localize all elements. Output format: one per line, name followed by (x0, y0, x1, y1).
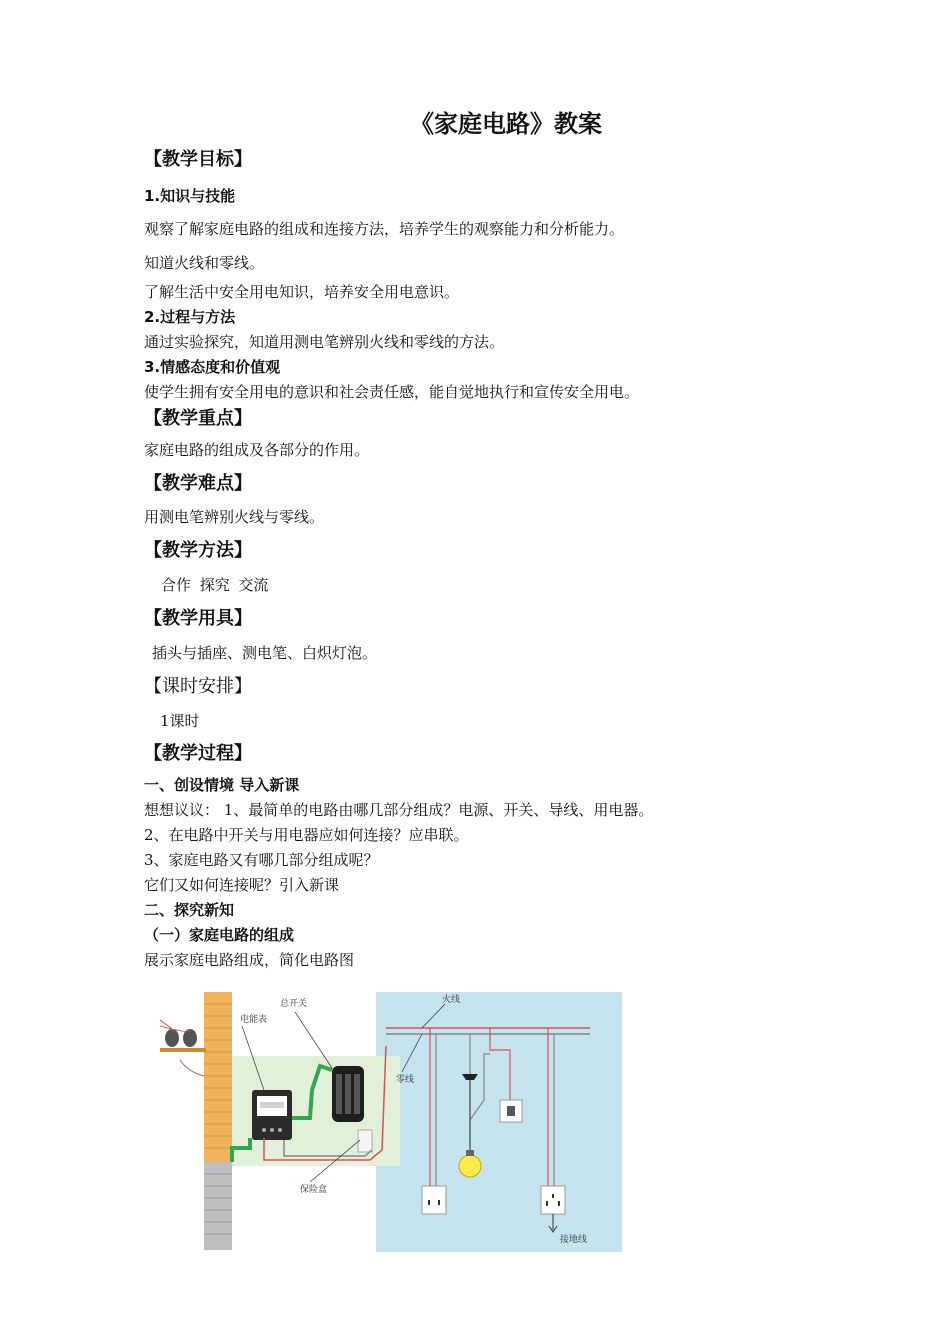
electric-meter-icon (252, 1090, 292, 1140)
section2-heading: 二、探究新知 (144, 901, 235, 919)
brick-wall (204, 992, 232, 1250)
section1-line3: 3、家庭电路又有哪几部分组成呢？ (144, 851, 379, 869)
tools-heading: 【教学用具】 (144, 608, 252, 629)
goal3-line1: 使学生拥有安全用电的意识和社会责任感，能自觉地执行和宣传安全用电。 (144, 383, 640, 401)
tools-text: 插头与插座、测电笔、白炽灯泡。 (152, 644, 378, 662)
goal1-line3: 了解生活中安全用电知识，培养安全用电意识。 (144, 283, 460, 301)
key-heading: 【教学重点】 (144, 408, 252, 429)
main-switch-icon (332, 1066, 364, 1122)
process-heading: 【教学过程】 (144, 743, 252, 764)
subsection1-text: 展示家庭电路组成，简化电路图 (144, 951, 355, 969)
section1-line1: 想想议议： 1、最简单的电路由哪几部分组成？电源、开关、导线、用电器。 (144, 801, 654, 819)
difficulty-heading: 【教学难点】 (144, 473, 252, 494)
goal2-heading: 2.过程与方法 (144, 308, 236, 326)
goal1-heading: 1.知识与技能 (144, 187, 236, 205)
main-switch-label: 总开关 (280, 999, 308, 1009)
grounded-outlet-icon (541, 1186, 565, 1214)
goal1-line1: 观察了解家庭电路的组成和连接方法，培养学生的观察能力和分析能力。 (144, 220, 625, 238)
fuse-box-icon (358, 1130, 372, 1152)
method-heading: 【教学方法】 (144, 540, 252, 561)
schedule-text: 1课时 (160, 712, 200, 730)
live-wire-label: 火线 (442, 995, 461, 1005)
schedule-heading: 【课时安排】 (144, 676, 252, 697)
meter-label: 电能表 (240, 1015, 268, 1025)
difficulty-text: 用测电笔辨别火线与零线。 (144, 508, 325, 526)
key-text: 家庭电路的组成及各部分的作用。 (144, 441, 370, 459)
subsection1-heading: （一）家庭电路的组成 (144, 926, 295, 944)
page-title: 《家庭电路》教案 (410, 110, 602, 138)
light-switch-rocker (507, 1106, 515, 1116)
goal1-line2: 知道火线和零线。 (144, 254, 265, 272)
section1-heading: 一、创设情境 导入新课 (144, 776, 300, 794)
goal2-line1: 通过实验探究，知道用测电笔辨别火线和零线的方法。 (144, 333, 505, 351)
household-circuit-diagram (160, 990, 625, 1255)
fuse-box-label: 保险盒 (300, 1185, 328, 1195)
outlet-icon (422, 1186, 446, 1214)
ground-wire-label: 接地线 (560, 1235, 588, 1245)
section1-line4: 它们又如何连接呢？引入新课 (144, 876, 340, 894)
neutral-wire-label: 零线 (396, 1075, 415, 1085)
insulator-icon (160, 1020, 206, 1076)
room-background (376, 992, 622, 1252)
section1-line2: 2、在电路中开关与用电器应如何连接？应串联。 (144, 826, 469, 844)
goals-heading: 【教学目标】 (144, 149, 252, 170)
household-circuit-figure (160, 990, 625, 1255)
goal3-heading: 3.情感态度和价值观 (144, 358, 281, 376)
method-text: 合作 探究 交流 (161, 576, 269, 594)
